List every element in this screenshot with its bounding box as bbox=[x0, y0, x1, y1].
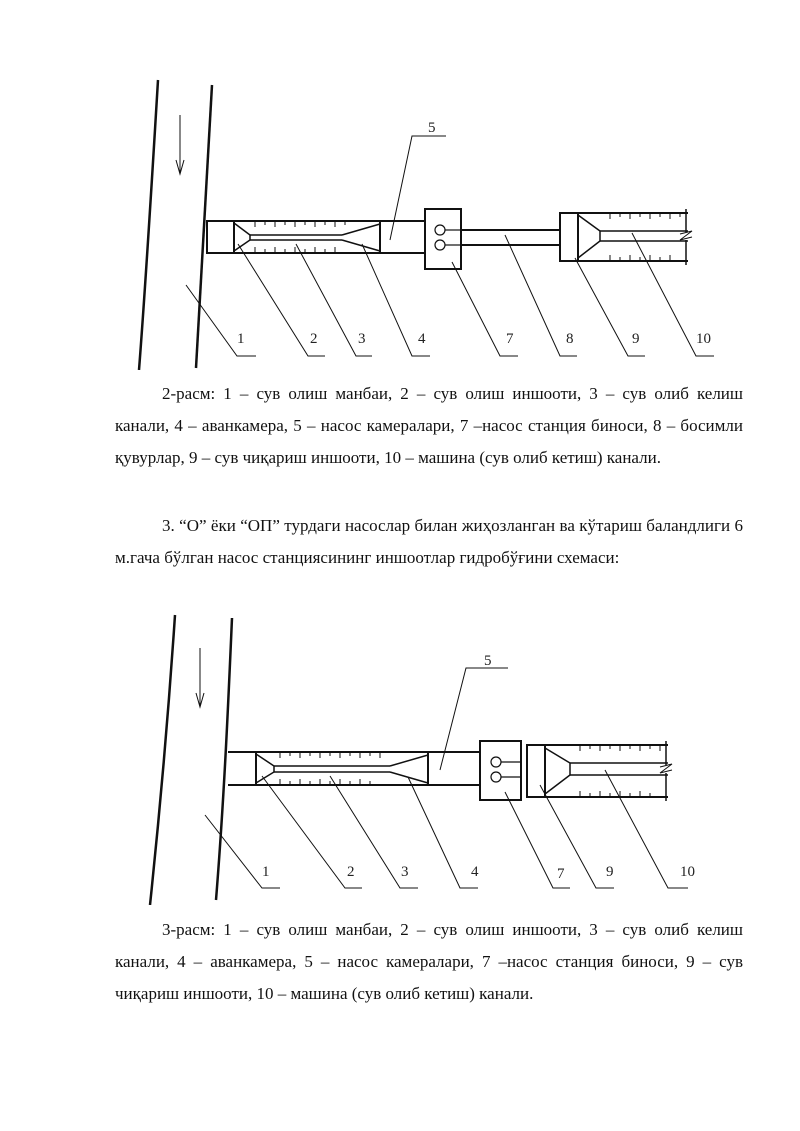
label-7: 7 bbox=[557, 866, 565, 882]
river-bank-right bbox=[216, 618, 232, 900]
forebay bbox=[342, 224, 380, 251]
figure-3-diagram bbox=[0, 605, 800, 905]
river-bank-left bbox=[150, 615, 175, 905]
label-9: 9 bbox=[632, 331, 640, 347]
label-5: 5 bbox=[484, 653, 492, 669]
caption-figure-2: 2-расм: 1 – сув олиш манбаи, 2 – сув олиш иншооти, 3 – сув олиб келиш канали, 4 – аванкамера, 5 – насос камералари, 7 –насос станция биноси, 8 – босимли қувурлар, 9 – сув чиқариш иншооти, 10 – машина (сув олиб кетиш) канали. bbox=[115, 384, 743, 467]
label-2: 2 bbox=[347, 864, 355, 880]
label-5: 5 bbox=[428, 120, 436, 136]
label-1: 1 bbox=[237, 331, 245, 347]
intake-structure bbox=[256, 754, 274, 783]
label-8: 8 bbox=[566, 331, 574, 347]
pump-station-building bbox=[480, 741, 521, 800]
caption-figure-3: 3-расм: 1 – сув олиш манбаи, 2 – сув олиш иншооти, 3 – сув олиб келиш канали, 4 – аванкамера, 5 – насос камералари, 7 –насос станция биноси, 9 – сув чиқариш иншооти, 10 – машина (сув олиб кетиш) канали. bbox=[115, 920, 743, 1003]
label-4: 4 bbox=[471, 864, 479, 880]
intake-structure bbox=[234, 223, 250, 251]
label-9: 9 bbox=[606, 864, 614, 880]
label-4: 4 bbox=[418, 331, 426, 347]
label-1: 1 bbox=[262, 864, 270, 880]
pump-station-building bbox=[425, 209, 461, 269]
outlet-structure bbox=[560, 213, 578, 261]
label-10: 10 bbox=[696, 331, 711, 347]
river-bank-left bbox=[139, 80, 158, 370]
label-2: 2 bbox=[310, 331, 318, 347]
label-3: 3 bbox=[358, 331, 366, 347]
section-3-heading: 3. “О” ёки “ОП” турдаги насослар билан жиҳозланган ва кўтариш баландлиги 6 м.гача бўлган насос станциясининг иншоотлар гидробўғини схемаси: bbox=[115, 516, 743, 567]
label-7: 7 bbox=[506, 331, 514, 347]
label-10: 10 bbox=[680, 864, 695, 880]
figure-2-diagram bbox=[0, 60, 800, 370]
label-3: 3 bbox=[401, 864, 409, 880]
river-bank-right bbox=[196, 85, 212, 368]
